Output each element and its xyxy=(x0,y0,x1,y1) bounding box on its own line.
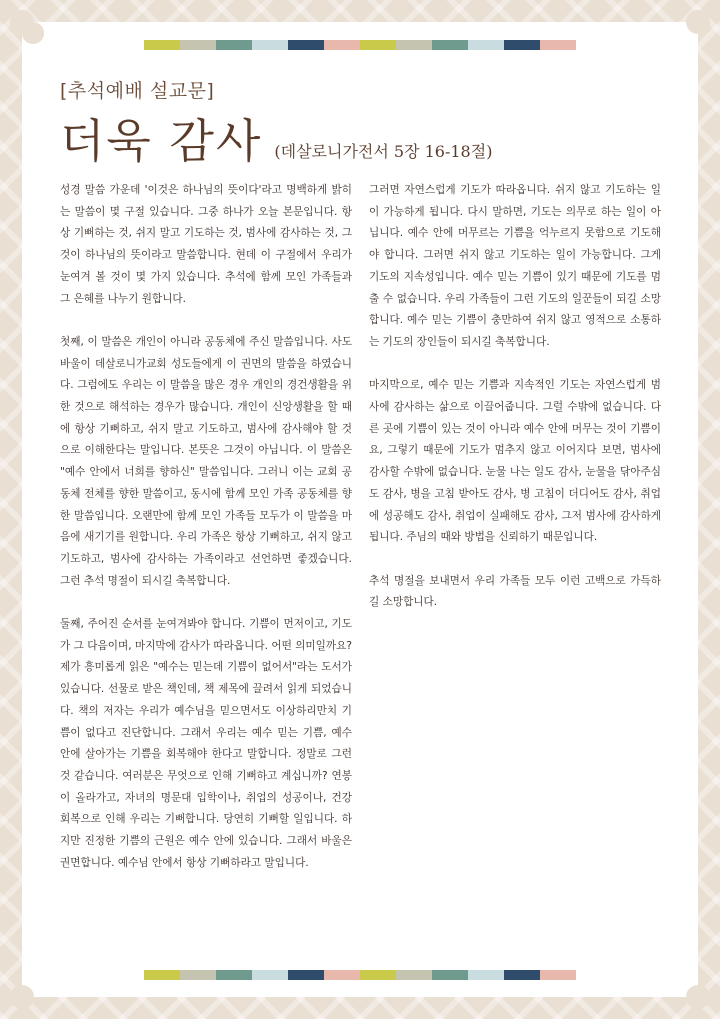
color-swatch xyxy=(252,970,288,980)
color-swatch xyxy=(504,970,540,980)
paragraph: 둘째, 주어진 순서를 눈여겨봐야 합니다. 기쁨이 먼저이고, 기도가 그 다음이며, 마지막에 감사가 따라옵니다. 어떤 의미일까요? 제가 흥미롭게 읽은 "예수는 믿는데 기쁨이 없어서"라는 도서가 있습니다. 선물로 받은 책인데, 책 제목에 끌려서 읽게 되었습니다. 책의 저자는 우리가 예수님을 믿으면서도 이상하리만치 기쁨이 없다고 진단합니다. 그래서 우리는 예수 믿는 기쁨, 예수 안에 살아가는 기쁨을 회복해야 한다고 말합니다. 정말로 그런 것 같습니다. 여러분은 무엇으로 인해 기뻐하고 계십니까? 연봉이 올라가고, 자녀의 명문대 입학이나, 취업의 성공이나, 건강 회복으로 인해 우리는 기뻐합니다. 당연히 기뻐할 일입니다. 하지만 진정한 기쁨의 근원은 예수 안에 있습니다. 그래서 바울은 권면합니다. 예수님 안에서 항상 기뻐하라고 말입니다. xyxy=(60,618,352,869)
color-swatch xyxy=(252,40,288,50)
paragraph: 그러면 자연스럽게 기도가 따라옵니다. 쉬지 않고 기도하는 일이 가능하게 됩니다. 다시 말하면, 기도는 의무로 하는 일이 아닙니다. 예수 안에 머무르는 기쁨을 억누르지 못함으로 기도해야 합니다. 그러면 쉬지 않고 기도하는 일이 가능합니다. 그게 기도의 지속성입니다. 예수 믿는 기쁨이 있기 때문에 기도를 멈출 수 없습니다. 우리 가족들이 그런 기도의 일꾼들이 되길 소망합니다. 예수 믿는 기쁨이 충만하여 쉬지 않고 영적으로 소통하는 기도의 장인들이 되시길 축복합니다. xyxy=(369,184,661,348)
left-column xyxy=(60,180,352,896)
color-swatch xyxy=(180,970,216,980)
scripture-reference: (데살로니가전서 5장 16-18절) xyxy=(274,142,493,161)
color-swatch xyxy=(468,40,504,50)
paragraph: 성경 말씀 가운데 '이것은 하나님의 뜻이다'라고 명백하게 밝히는 말씀이 몇 구절 있습니다. 그중 하나가 오늘 본문입니다. 항상 기뻐하는 것, 쉬지 말고 기도하는 것, 범사에 감사하는 것, 그것이 하나님의 뜻이라고 말씀합니다. 현데 이 구절에서 우리가 눈여겨 볼 것이 몇 가지 있습니다. 추석에 함께 모인 가족들과 그 은혜를 나누기 원합니다. xyxy=(60,184,352,305)
color-swatch xyxy=(432,970,468,980)
color-swatch xyxy=(468,970,504,980)
corner-cut xyxy=(686,985,710,1009)
header xyxy=(60,76,660,171)
color-swatch xyxy=(360,970,396,980)
color-swatch xyxy=(396,970,432,980)
title-row xyxy=(60,105,660,171)
color-swatch xyxy=(144,40,180,50)
paragraph: 첫째, 이 말씀은 개인이 아니라 공동체에 주신 말씀입니다. 사도 바울이 데살로니가교회 성도들에게 이 권면의 말씀을 하였습니다. 그럼에도 우리는 이 말씀을 많은 경우 개인의 경건생활을 위한 것으로 해석하는 경우가 많습니다. 개인이 신앙생활을 할 때에 항상 기뻐하고, 쉬지 말고 기도하고, 범사에 감사해야 할 것으로 이해한다는 말입니다. 본뜻은 그것이 아닙니다. 이 말씀은 "예수 안에서 너희를 향하신" 말씀입니다. 그러니 이는 교회 공동체 전체를 향한 말씀이고, 동시에 함께 모인 가족 공동체를 향한 말씀입니다. 오랜만에 함께 모인 가족들 모두가 이 말씀을 마음에 새기기를 원합니다. 우리 가족은 항상 기뻐하고, 쉬지 않고 기도하고, 범사에 감사하는 가족이라고 선언하면 좋겠습니다. 그런 추석 명절이 되시길 축복합니다. xyxy=(60,335,352,587)
paragraph: 마지막으로, 예수 믿는 기쁨과 지속적인 기도는 자연스럽게 범사에 감사하는 삶으로 이끌어줍니다. 그럴 수밖에 없습니다. 다른 곳에 기쁨이 있는 것이 아니라 예수 안에 머무는 것이 기쁨이요, 그렇기 때문에 기도가 멈추지 않고 이어지다 보면, 범사에 감사할 수밖에 없습니다. 눈물 나는 일도 감사, 눈물을 닦아주심도 감사, 병을 고침 받아도 감사, 병 고침이 더디어도 감사, 취업에 성공해도 감사, 취업이 실패해도 감사, 그저 범사에 감사하게 됩니다. 주님의 때와 방법을 신뢰하기 때문입니다. xyxy=(369,379,661,544)
corner-cut xyxy=(686,10,710,34)
color-swatch xyxy=(540,40,576,50)
color-swatch xyxy=(432,40,468,50)
color-swatch xyxy=(324,970,360,980)
top-color-bar xyxy=(144,40,576,50)
color-swatch xyxy=(288,40,324,50)
color-swatch xyxy=(540,970,576,980)
color-swatch xyxy=(396,40,432,50)
color-swatch xyxy=(504,40,540,50)
right-column xyxy=(369,180,661,636)
corner-cut xyxy=(10,985,34,1009)
color-swatch xyxy=(144,970,180,980)
color-swatch xyxy=(216,970,252,980)
page-title: 더욱 감사 xyxy=(60,114,263,168)
color-swatch xyxy=(216,40,252,50)
bottom-color-bar xyxy=(144,970,576,980)
color-swatch xyxy=(324,40,360,50)
color-swatch xyxy=(180,40,216,50)
corner-cut xyxy=(10,10,34,34)
color-swatch xyxy=(288,970,324,980)
color-swatch xyxy=(360,40,396,50)
paragraph: 추석 명절을 보내면서 우리 가족들 모두 이런 고백으로 가득하길 소망합니다. xyxy=(369,574,661,609)
pre-title: [추석예배 설교문] xyxy=(60,80,215,102)
